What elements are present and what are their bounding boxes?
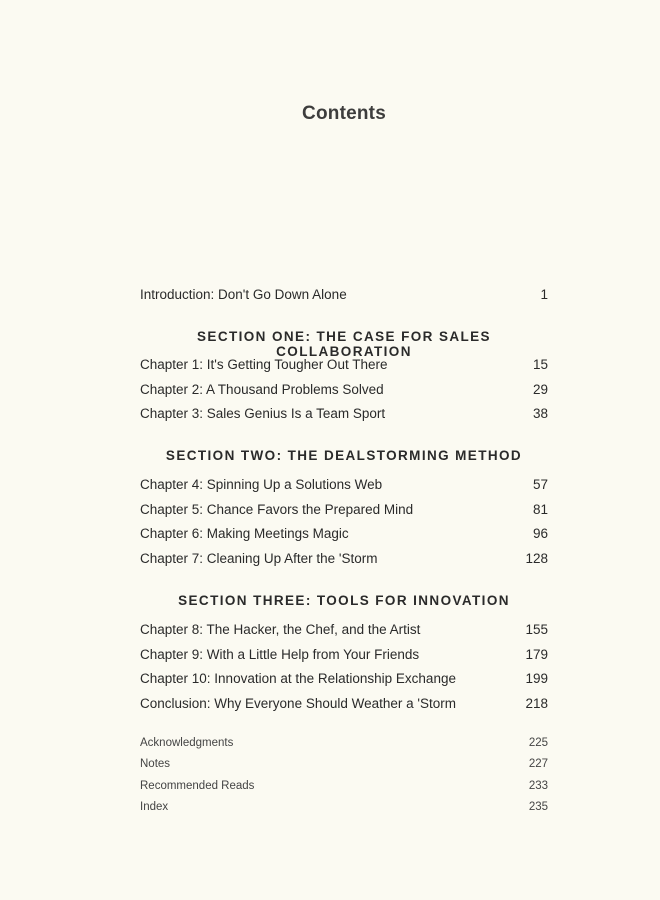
entry-label: Index bbox=[140, 801, 169, 813]
entry-page-number: 38 bbox=[532, 406, 548, 421]
entry-label: Chapter 2: A Thousand Problems Solved bbox=[140, 382, 384, 397]
entry-label: Recommended Reads bbox=[140, 780, 255, 792]
entry-page-number: 179 bbox=[525, 647, 548, 662]
toc-entry-chapter-2 bbox=[140, 382, 548, 397]
entry-page-number: 57 bbox=[532, 477, 548, 492]
toc-entry-index bbox=[140, 801, 548, 813]
entry-label: Chapter 4: Spinning Up a Solutions Web bbox=[140, 477, 383, 492]
entry-page-number: 15 bbox=[532, 357, 548, 372]
entry-page-number: 1 bbox=[540, 287, 548, 302]
entry-label: Notes bbox=[140, 758, 171, 770]
toc-entry-notes bbox=[140, 758, 548, 770]
entry-label: Chapter 8: The Hacker, the Chef, and the Artist bbox=[140, 622, 421, 637]
entry-page-number: 227 bbox=[528, 758, 548, 770]
entry-page-number: 225 bbox=[528, 737, 548, 749]
entry-label: Chapter 9: With a Little Help from Your Friends bbox=[140, 647, 420, 662]
entry-label: Introduction: Don't Go Down Alone bbox=[140, 287, 347, 302]
toc-entry-chapter-6 bbox=[140, 526, 548, 541]
toc-entry-chapter-5 bbox=[140, 502, 548, 517]
entry-label: Chapter 1: It's Getting Tougher Out There bbox=[140, 357, 388, 372]
entry-label: Chapter 5: Chance Favors the Prepared Mind bbox=[140, 502, 414, 517]
entry-label: Chapter 6: Making Meetings Magic bbox=[140, 526, 349, 541]
entry-label: Chapter 7: Cleaning Up After the 'Storm bbox=[140, 551, 378, 566]
entry-page-number: 199 bbox=[525, 671, 548, 686]
entry-label: Chapter 3: Sales Genius Is a Team Sport bbox=[140, 406, 386, 421]
section-heading-two: SECTION TWO: THE DEALSTORMING METHOD bbox=[165, 448, 523, 463]
entry-page-number: 218 bbox=[525, 696, 548, 711]
entry-page-number: 233 bbox=[528, 780, 548, 792]
toc-entry-chapter-8 bbox=[140, 622, 548, 637]
toc-entry-chapter-3 bbox=[140, 406, 548, 421]
entry-page-number: 128 bbox=[525, 551, 548, 566]
toc-entry-chapter-4 bbox=[140, 477, 548, 492]
section-heading-three: SECTION THREE: TOOLS FOR INNOVATION bbox=[178, 593, 510, 608]
entry-page-number: 81 bbox=[532, 502, 548, 517]
toc-entry-introduction bbox=[140, 287, 548, 302]
toc-entry-chapter-1 bbox=[140, 357, 548, 372]
entry-page-number: 155 bbox=[525, 622, 548, 637]
toc-entry-chapter-10 bbox=[140, 671, 548, 686]
toc-entry-recommended-reads bbox=[140, 780, 548, 792]
toc-entry-conclusion bbox=[140, 696, 548, 711]
section-heading-one: SECTION ONE: THE CASE FOR SALES COLLABORATION bbox=[197, 329, 491, 359]
entry-label: Conclusion: Why Everyone Should Weather a 'Storm bbox=[140, 696, 456, 711]
toc-entry-acknowledgments bbox=[140, 737, 548, 749]
entry-page-number: 96 bbox=[532, 526, 548, 541]
entry-page-number: 235 bbox=[528, 801, 548, 813]
page-title: Contents bbox=[302, 103, 386, 124]
toc-entry-chapter-7 bbox=[140, 551, 548, 566]
entry-page-number: 29 bbox=[532, 382, 548, 397]
toc-entry-chapter-9 bbox=[140, 647, 548, 662]
entry-label: Chapter 10: Innovation at the Relationship Exchange bbox=[140, 671, 456, 686]
entry-label: Acknowledgments bbox=[140, 737, 234, 749]
